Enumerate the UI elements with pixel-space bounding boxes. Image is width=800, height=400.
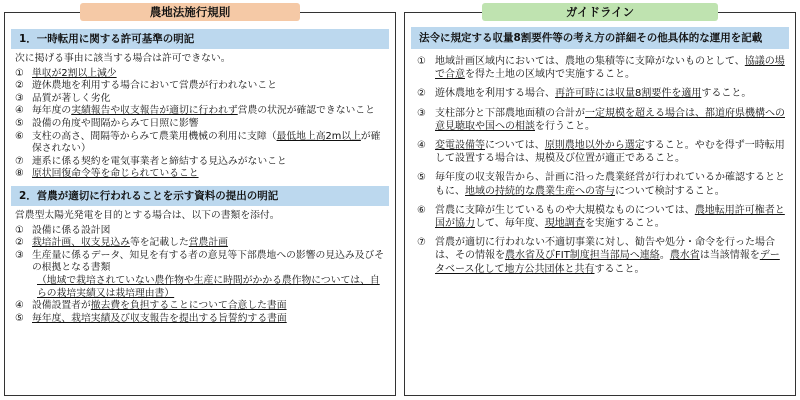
- text-segment: 毎年度の収支報告から、計画に沿った農業経営が行われているか確認するとともに、: [435, 172, 785, 197]
- list-item: [15, 225, 385, 238]
- underlined-text: 営農計画: [188, 237, 228, 249]
- text-segment: 毎年度の: [32, 105, 72, 117]
- underlined-text: 原則農地以外から選定: [544, 140, 645, 152]
- right-panel-title: ガイドライン: [482, 3, 718, 21]
- text-segment: 地域計画区域内においては、農地の集積等に支障がないものとして、: [435, 56, 745, 67]
- item-number: ④: [15, 300, 24, 312]
- list-item: [15, 131, 385, 156]
- item-number: ⑦: [15, 155, 24, 167]
- text-segment: 設備の角度や間隔からみて日照に影響: [32, 117, 199, 129]
- text-segment: して、毎年度、: [475, 218, 545, 230]
- text-segment: 設備に係る設計図: [32, 224, 111, 236]
- text-segment: について検討すること。: [615, 185, 725, 197]
- text-segment: は当該情報を: [699, 250, 760, 262]
- list-item: [405, 107, 795, 133]
- item-number: ③: [15, 92, 24, 104]
- list-item: [15, 275, 385, 300]
- text-segment: 等を記載した: [129, 237, 189, 249]
- item-number: ④: [417, 140, 426, 152]
- underlined-text: 現地調査: [544, 218, 585, 230]
- item-text: [32, 225, 385, 238]
- item-text: [32, 156, 385, 169]
- item-text: [435, 171, 785, 197]
- list-item: [15, 237, 385, 250]
- underlined-text: 毎年度、栽培実績及び収支報告を提出する旨誓約する書面: [32, 312, 287, 324]
- item-text: [32, 131, 385, 156]
- item-text: [32, 313, 385, 326]
- text-segment: 。: [659, 250, 670, 262]
- item-number: ①: [15, 67, 24, 79]
- section-2-heading: 2．営農が適切に行われることを示す資料の提出の明記: [11, 186, 389, 206]
- item-text: [32, 68, 385, 81]
- list-item: [15, 93, 385, 106]
- item-text: [32, 93, 385, 106]
- section-2-lead: 営農型太陽光発電を目的とする場合は、以下の書類を添付。: [15, 209, 280, 221]
- text-segment: については、: [485, 140, 545, 152]
- text-segment: が確保されない）: [32, 130, 381, 155]
- text-segment: すること。: [594, 263, 645, 275]
- underlined-text: 最低地上高2m以上: [276, 130, 361, 142]
- item-text: [32, 105, 385, 118]
- item-text: [32, 300, 385, 313]
- item-number: ⑥: [417, 204, 426, 216]
- underlined-text: 栽培計画、収支見込み: [32, 237, 130, 249]
- underlined-text: 農水省: [669, 250, 700, 262]
- list-item: [15, 250, 385, 275]
- text-segment: 生産量に係るデータ、知見を有する者の意見等下部農地への影響の見込み及びその根拠となる書類: [32, 249, 385, 274]
- section-2-body: [5, 210, 395, 325]
- item-number: ⑥: [15, 130, 24, 142]
- text-segment: 支柱部分と下部農地面積の合計が: [435, 107, 585, 119]
- item-text: [32, 168, 385, 181]
- item-text: [435, 107, 785, 133]
- underlined-text: 変電設備等: [435, 140, 485, 152]
- list-item: [405, 87, 795, 100]
- item-number: ①: [417, 56, 426, 67]
- text-segment: 営農が適切に行われない不適切事業に対し、勧告や処分・命令を行った場合は、その情報を: [435, 237, 775, 262]
- underlined-text: 実績報告や収支報告が適切に行われず: [71, 105, 238, 117]
- list-item: [15, 156, 385, 169]
- item-text: [32, 250, 385, 275]
- item-text: [435, 204, 785, 230]
- list-item: [405, 204, 795, 230]
- item-text: [37, 275, 385, 300]
- text-segment: 品質が著しく劣化: [32, 92, 111, 104]
- text-segment: 連系に係る契約を電気事業者と締結する見込みがないこと: [32, 155, 287, 167]
- list-item: [405, 139, 795, 165]
- underlined-text: 農地転用許可権者と国が協力: [435, 204, 785, 230]
- list-item: [15, 313, 385, 326]
- underlined-text: 協議の場で合意: [435, 56, 785, 81]
- item-number: ⑧: [15, 168, 24, 180]
- item-text: [435, 139, 785, 165]
- underlined-text: 撤去費を負担することについて合意した書面: [90, 300, 287, 312]
- text-segment: すること。: [701, 88, 752, 100]
- underlined-text: 再許可時には収量8割要件を適用: [555, 88, 702, 100]
- list-item: [15, 80, 385, 93]
- text-segment: 支柱の高さ、間隔等からみて農業用機械の利用に支障（: [32, 130, 277, 142]
- item-text: [435, 236, 785, 276]
- item-number: ⑤: [417, 172, 426, 184]
- list-item: [15, 168, 385, 181]
- list-item: [405, 236, 795, 276]
- item-text: [435, 55, 785, 81]
- section-1-body: [5, 53, 395, 181]
- left-panel-title: 農地法施行規則: [80, 3, 300, 21]
- item-number: ⑤: [15, 312, 24, 324]
- list-item: [15, 105, 385, 118]
- item-number: ③: [15, 249, 24, 261]
- section-2-list: [15, 225, 385, 326]
- underlined-text: （地域で栽培されていない農作物や生産に時間がかかる農作物については、自らの栽培実績又は栽培理由書）: [37, 274, 380, 299]
- item-number: ②: [417, 88, 426, 100]
- underlined-text: 単収が2割以上減少: [32, 67, 117, 79]
- text-segment: を得た土地の区域内で実施すること。: [465, 69, 635, 81]
- item-number: ②: [15, 80, 24, 92]
- section-1-lead: 次に掲げる事由に該当する場合は許可できない。: [15, 53, 231, 64]
- left-panel-agricultural-land-act-rules: [4, 12, 396, 396]
- item-number: ③: [417, 107, 426, 119]
- item-number: ④: [15, 105, 24, 117]
- text-segment: 遊休農地を利用する場合、: [435, 88, 555, 100]
- text-segment: 営農の状況が確認できないこと: [237, 105, 375, 117]
- text-segment: 設備設置者が: [32, 300, 91, 312]
- list-item: [15, 68, 385, 81]
- underlined-text: 原状回復命令等を命じられていること: [32, 168, 199, 180]
- item-text: [32, 80, 385, 93]
- text-segment: 営農に支障が生じているものや大規模なものについては、: [435, 204, 695, 216]
- text-segment: を実施すること。: [584, 218, 665, 230]
- guideline-list: [405, 55, 795, 276]
- list-item: [15, 300, 385, 313]
- section-1-list: [15, 68, 385, 181]
- text-segment: 遊休農地を利用する場合において営農が行われないこと: [32, 80, 277, 92]
- text-segment: を行うこと。: [535, 120, 595, 132]
- list-item: [405, 171, 795, 197]
- item-text: [32, 237, 385, 250]
- item-number: ⑤: [15, 117, 24, 129]
- text-segment: すること。やむを得ず一時転用して設置する場合は、規模及び位置が適正であること。: [435, 140, 785, 165]
- underlined-text: 一定規模を超える場合は、都道府県機構への意見聴取や国への相談: [435, 107, 785, 132]
- item-text: [32, 118, 385, 131]
- section-1-heading: 1．一時転用に関する許可基準の明記: [11, 29, 389, 49]
- item-number: ②: [15, 237, 24, 249]
- item-number: ⑦: [417, 237, 426, 249]
- guideline-heading: 法令に規定する収量8割要件等の考え方の詳細その他具体的な運用を記載: [411, 27, 789, 49]
- underlined-text: 地域の持続的な農業生産への寄与: [465, 185, 615, 197]
- item-text: [435, 87, 785, 100]
- right-panel-guidelines: [404, 12, 796, 396]
- underlined-text: データベース化して地方公共団体と共有: [435, 250, 780, 275]
- list-item: [405, 55, 795, 81]
- list-item: [15, 118, 385, 131]
- item-number: ①: [15, 224, 24, 236]
- underlined-text: 農水省及びFIT制度担当部局へ連絡: [505, 250, 660, 262]
